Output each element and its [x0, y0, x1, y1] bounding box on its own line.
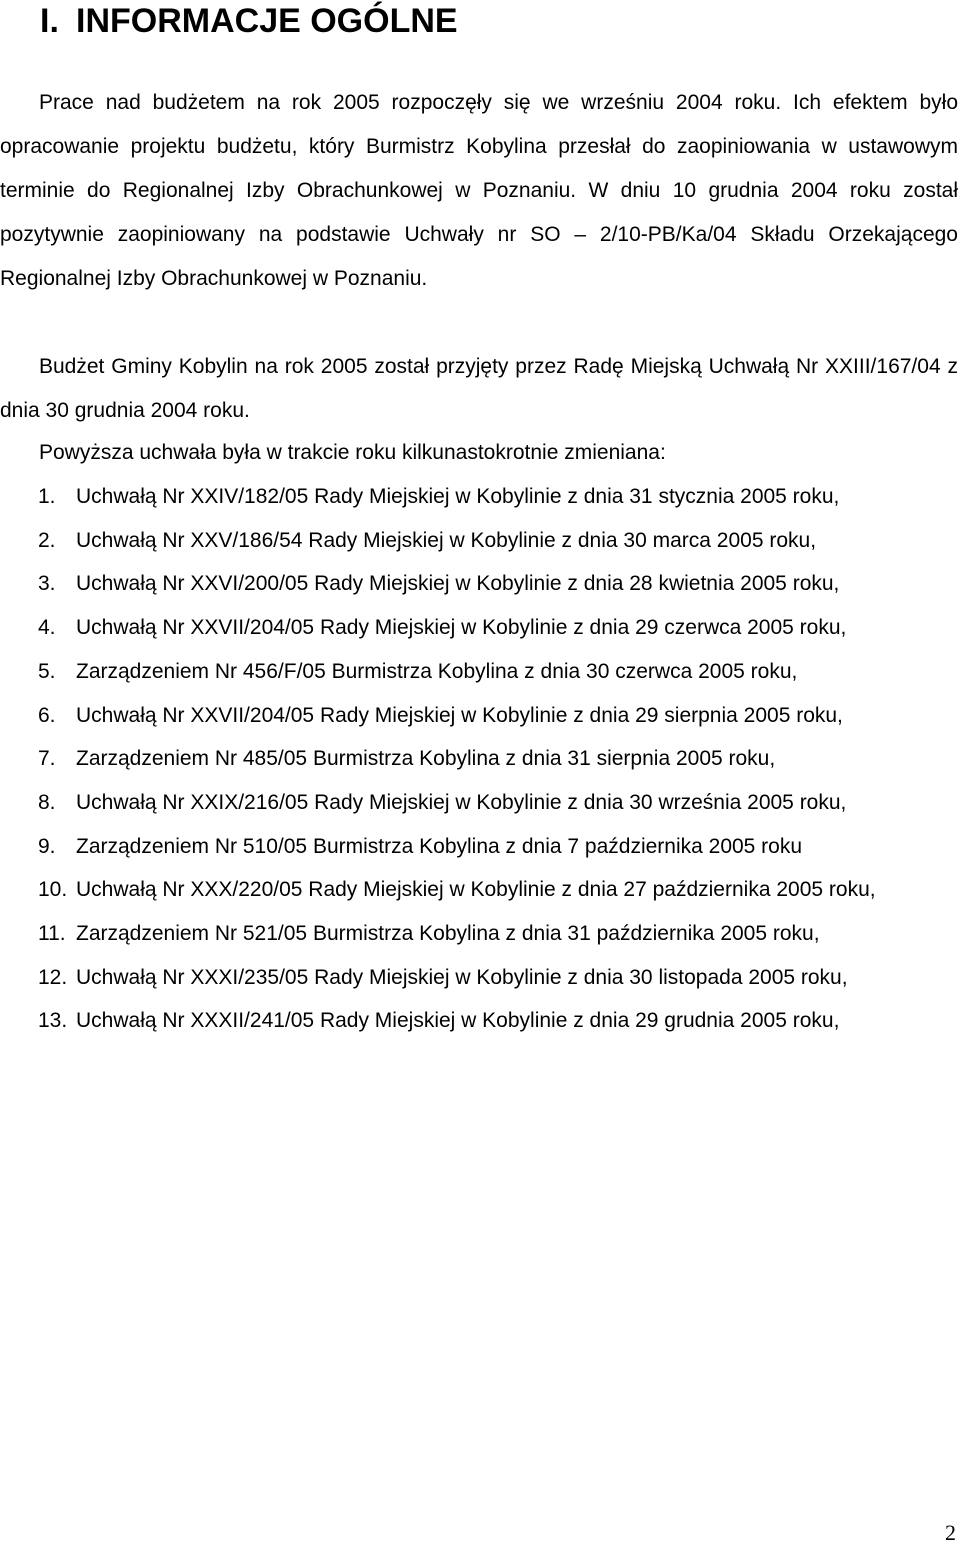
- list-item: [0, 781, 958, 825]
- list-item-text: Uchwałą Nr XXXI/235/05 Rady Miejskiej w Kobylinie z dnia 30 listopada 2005 roku,: [76, 965, 848, 989]
- list-item-text: Zarządzeniem Nr 521/05 Burmistrza Kobylina z dnia 31 października 2005 roku,: [76, 922, 820, 946]
- page-number: 2: [945, 1520, 956, 1545]
- list-item: [0, 694, 958, 738]
- list-item: [0, 650, 958, 694]
- list-item-number: 11.: [38, 922, 66, 946]
- list-item-text: Uchwałą Nr XXVI/200/05 Rady Miejskiej w Kobylinie z dnia 28 kwietnia 2005 roku,: [76, 572, 840, 596]
- list-item-text: Zarządzeniem Nr 510/05 Burmistrza Kobylina z dnia 7 października 2005 roku: [76, 834, 803, 858]
- list-item: [0, 737, 958, 781]
- list-item-number: 13.: [38, 1009, 68, 1033]
- list-item-text: Uchwałą Nr XXVII/204/05 Rady Miejskiej w Kobylinie z dnia 29 czerwca 2005 roku,: [76, 616, 847, 640]
- section-heading: [0, 0, 458, 42]
- list-item-number: 10.: [38, 878, 68, 902]
- list-item-number: 4.: [38, 616, 56, 640]
- list-item: [0, 999, 958, 1043]
- list-item-text: Uchwałą Nr XXVII/204/05 Rady Miejskiej w Kobylinie z dnia 29 sierpnia 2005 roku,: [76, 703, 843, 727]
- section-number: I.: [40, 2, 59, 40]
- list-item: [0, 868, 958, 912]
- list-item: [0, 825, 958, 869]
- amendments-intro: Powyższa uchwała była w trakcie roku kilkunastokrotnie zmieniana:: [39, 441, 666, 464]
- list-item-text: Uchwałą Nr XXIX/216/05 Rady Miejskiej w Kobylinie z dnia 30 września 2005 roku,: [76, 790, 847, 814]
- list-item: [0, 475, 958, 519]
- list-item: [0, 912, 958, 956]
- section-title: INFORMACJE OGÓLNE: [76, 2, 458, 40]
- list-item: [0, 606, 958, 650]
- list-item-text: Uchwałą Nr XXX/220/05 Rady Miejskiej w Kobylinie z dnia 27 października 2005 roku,: [76, 878, 876, 902]
- list-item-number: 8.: [38, 790, 56, 814]
- list-item-number: 7.: [38, 747, 56, 771]
- budget-adoption-paragraph: Budżet Gminy Kobylin na rok 2005 został przyjęty przez Radę Miejską Uchwałą Nr XXIII/167/04 z dnia 30 grudnia 2004 roku.: [0, 355, 958, 422]
- list-item-number: 5.: [38, 659, 56, 683]
- list-item: [0, 956, 958, 1000]
- list-item-number: 2.: [38, 528, 56, 552]
- list-item-number: 6.: [38, 703, 56, 727]
- list-item-text: Uchwałą Nr XXXII/241/05 Rady Miejskiej w Kobylinie z dnia 29 grudnia 2005 roku,: [76, 1009, 840, 1033]
- list-item-text: Zarządzeniem Nr 485/05 Burmistrza Kobylina z dnia 31 sierpnia 2005 roku,: [76, 747, 776, 771]
- list-item-number: 1.: [38, 485, 56, 508]
- list-item-number: 12.: [38, 965, 68, 989]
- list-item: [0, 562, 958, 606]
- list-item: [0, 519, 958, 563]
- list-item-text: Zarządzeniem Nr 456/F/05 Burmistrza Kobylina z dnia 30 czerwca 2005 roku,: [76, 659, 798, 683]
- budget-preparation-paragraph: Prace nad budżetem na rok 2005 rozpoczęły się we wrześniu 2004 roku. Ich efektem było opracowanie projektu budżetu, który Burmistrz Kobylina przesłał do zaopiniowania w ustawowym terminie do Regionalnej Izby Obrachunkowej w Poznaniu. W dniu 10 grudnia 2004 roku został pozytywnie zaopiniowany na podstawie Uchwały nr SO – 2/10-PB/Ka/04 Składu Orzekającego Regionalnej Izby Obrachunkowej w Poznaniu.: [0, 91, 958, 290]
- list-item-number: 3.: [38, 572, 56, 596]
- list-item-text: Uchwałą Nr XXV/186/54 Rady Miejskiej w Kobylinie z dnia 30 marca 2005 roku,: [76, 528, 817, 552]
- amendments-list: [0, 475, 958, 1043]
- list-item-text: Uchwałą Nr XXIV/182/05 Rady Miejskiej w Kobylinie z dnia 31 stycznia 2005 roku,: [76, 485, 840, 508]
- list-item-number: 9.: [38, 834, 56, 858]
